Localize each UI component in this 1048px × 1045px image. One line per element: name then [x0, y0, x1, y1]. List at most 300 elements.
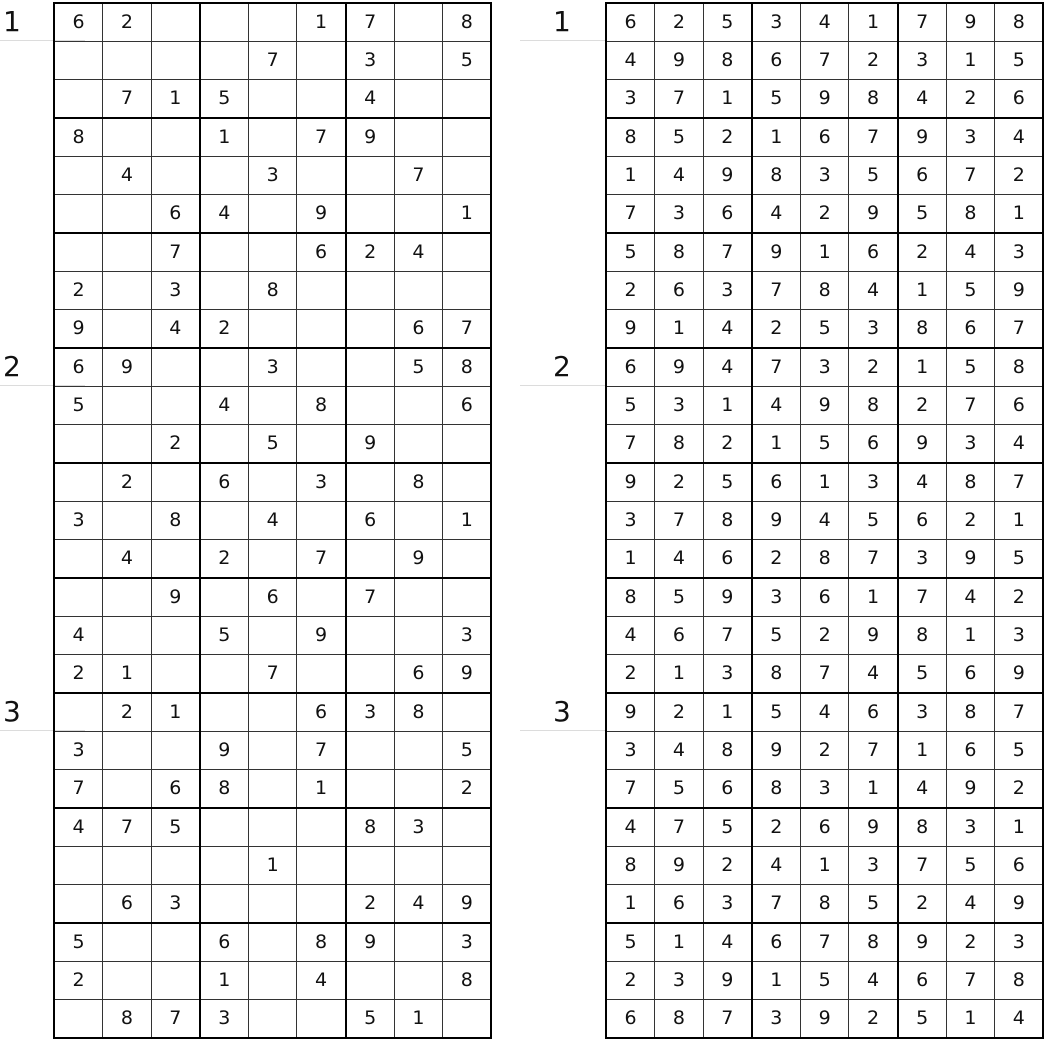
puzzle-cell[interactable] [346, 616, 395, 654]
solution-cell: 6 [703, 194, 752, 232]
puzzle-cell[interactable]: 7 [297, 731, 346, 769]
puzzle-cell[interactable] [103, 194, 152, 232]
puzzle-cell[interactable]: 7 [103, 80, 152, 118]
puzzle-cell[interactable]: 6 [297, 233, 346, 271]
puzzle-cell[interactable]: 4 [297, 961, 346, 999]
puzzle-cell[interactable] [443, 463, 492, 501]
puzzle-cell[interactable] [248, 923, 297, 961]
puzzle-cell[interactable] [103, 309, 152, 347]
puzzle-cell[interactable]: 6 [200, 923, 249, 961]
solution-cell: 7 [995, 309, 1044, 347]
puzzle-cell[interactable] [54, 578, 103, 616]
puzzle-cell[interactable]: 3 [443, 923, 492, 961]
puzzle-cell[interactable]: 7 [151, 999, 200, 1037]
puzzle-cell[interactable]: 4 [151, 309, 200, 347]
solution-cell: 6 [800, 118, 849, 156]
puzzle-cell[interactable] [394, 846, 443, 884]
puzzle-cell[interactable]: 3 [54, 731, 103, 769]
puzzle-cell[interactable] [151, 539, 200, 577]
puzzle-cell[interactable] [346, 386, 395, 424]
puzzle-cell[interactable]: 3 [151, 271, 200, 309]
puzzle-cell[interactable]: 8 [200, 770, 249, 808]
puzzle-cell[interactable] [346, 156, 395, 194]
puzzle-cell[interactable] [248, 770, 297, 808]
puzzle-cell[interactable]: 9 [200, 731, 249, 769]
puzzle-cell[interactable] [297, 501, 346, 539]
puzzle-cell[interactable]: 1 [443, 194, 492, 232]
puzzle-cell[interactable]: 7 [248, 654, 297, 692]
puzzle-cell[interactable] [151, 961, 200, 999]
puzzle-cell[interactable]: 7 [151, 233, 200, 271]
puzzle-cell[interactable] [394, 118, 443, 156]
puzzle-cell[interactable]: 3 [54, 501, 103, 539]
solution-cell: 4 [655, 156, 704, 194]
puzzle-cell[interactable] [103, 41, 152, 79]
solution-cell: 9 [655, 41, 704, 79]
solution-cell: 7 [703, 999, 752, 1037]
puzzle-cell[interactable] [54, 80, 103, 118]
puzzle-cell[interactable] [394, 194, 443, 232]
puzzle-cell[interactable] [297, 271, 346, 309]
puzzle-cell[interactable]: 3 [346, 41, 395, 79]
puzzle-cell[interactable] [297, 348, 346, 386]
puzzle-cell[interactable] [54, 425, 103, 463]
solution-cell: 8 [800, 884, 849, 922]
puzzle-cell[interactable] [443, 539, 492, 577]
puzzle-cell[interactable] [200, 693, 249, 731]
puzzle-cell[interactable]: 5 [54, 923, 103, 961]
puzzle-cell[interactable]: 6 [54, 348, 103, 386]
solution-cell: 5 [946, 846, 995, 884]
puzzle-cell[interactable] [103, 118, 152, 156]
puzzle-cell[interactable] [103, 501, 152, 539]
solution-cell: 2 [800, 194, 849, 232]
puzzle-cell[interactable]: 2 [346, 233, 395, 271]
puzzle-cell[interactable]: 6 [443, 386, 492, 424]
puzzle-cell[interactable] [248, 616, 297, 654]
puzzle-cell[interactable] [394, 770, 443, 808]
puzzle-cell[interactable] [248, 808, 297, 846]
puzzle-cell[interactable]: 2 [103, 693, 152, 731]
puzzle-cell[interactable]: 9 [297, 616, 346, 654]
puzzle-cell[interactable]: 4 [54, 808, 103, 846]
puzzle-cell[interactable]: 8 [443, 3, 492, 41]
puzzle-cell[interactable] [200, 654, 249, 692]
puzzle-cell[interactable] [297, 999, 346, 1037]
puzzle-cell[interactable] [346, 309, 395, 347]
puzzle-cell[interactable] [200, 271, 249, 309]
puzzle-cell[interactable] [346, 770, 395, 808]
solution-cell: 2 [703, 118, 752, 156]
puzzle-cell[interactable] [248, 884, 297, 922]
puzzle-cell[interactable]: 9 [103, 348, 152, 386]
puzzle-cell[interactable] [443, 425, 492, 463]
puzzle-cell[interactable]: 4 [103, 156, 152, 194]
puzzle-cell[interactable]: 1 [297, 770, 346, 808]
puzzle-cell[interactable] [103, 770, 152, 808]
puzzle-cell[interactable]: 6 [248, 578, 297, 616]
puzzle-cell[interactable]: 5 [248, 425, 297, 463]
solution-cell: 8 [849, 80, 898, 118]
puzzle-cell[interactable] [151, 41, 200, 79]
solution-cell: 6 [703, 770, 752, 808]
puzzle-cell[interactable] [103, 846, 152, 884]
puzzle-cell[interactable]: 8 [297, 923, 346, 961]
grid-row [606, 616, 1043, 654]
puzzle-cell[interactable]: 7 [248, 41, 297, 79]
puzzle-cell[interactable] [346, 961, 395, 999]
puzzle-cell[interactable] [54, 463, 103, 501]
puzzle-cell[interactable] [151, 654, 200, 692]
puzzle-cell[interactable] [443, 693, 492, 731]
puzzle-cell[interactable]: 4 [54, 616, 103, 654]
puzzle-cell[interactable]: 2 [200, 539, 249, 577]
puzzle-cell[interactable]: 5 [200, 616, 249, 654]
solution-cell: 5 [703, 808, 752, 846]
puzzle-cell[interactable] [346, 731, 395, 769]
puzzle-cell[interactable]: 6 [54, 3, 103, 41]
puzzle-cell[interactable]: 1 [248, 846, 297, 884]
puzzle-cell[interactable] [297, 846, 346, 884]
puzzle-cell[interactable]: 8 [248, 271, 297, 309]
puzzle-cell[interactable] [200, 425, 249, 463]
puzzle-cell[interactable] [248, 386, 297, 424]
puzzle-cell[interactable]: 7 [103, 808, 152, 846]
puzzle-cell[interactable]: 5 [151, 808, 200, 846]
puzzle-cell[interactable]: 9 [394, 539, 443, 577]
puzzle-cell[interactable] [297, 578, 346, 616]
puzzle-cell[interactable]: 1 [297, 3, 346, 41]
puzzle-cell[interactable]: 8 [443, 961, 492, 999]
solution-cell: 8 [752, 654, 801, 692]
puzzle-cell[interactable] [54, 233, 103, 271]
solution-cell: 2 [606, 961, 655, 999]
puzzle-cell[interactable]: 6 [346, 501, 395, 539]
puzzle-cell[interactable]: 5 [443, 41, 492, 79]
solution-cell: 6 [946, 309, 995, 347]
puzzle-cell[interactable] [443, 233, 492, 271]
puzzle-cell[interactable] [297, 884, 346, 922]
solution-cell: 4 [849, 654, 898, 692]
puzzle-cell[interactable] [443, 578, 492, 616]
puzzle-cell[interactable] [200, 578, 249, 616]
puzzle-cell[interactable] [248, 693, 297, 731]
puzzle-cell[interactable] [151, 463, 200, 501]
puzzle-cell[interactable]: 1 [103, 654, 152, 692]
puzzle-cell[interactable]: 2 [54, 961, 103, 999]
puzzle-cell[interactable] [297, 156, 346, 194]
solution-cell: 9 [752, 731, 801, 769]
puzzle-cell[interactable] [248, 463, 297, 501]
solution-cell: 3 [752, 999, 801, 1037]
solution-cell: 8 [655, 425, 704, 463]
puzzle-cell[interactable] [297, 654, 346, 692]
puzzle-cell[interactable] [248, 309, 297, 347]
puzzle-cell[interactable]: 2 [443, 770, 492, 808]
puzzle-cell[interactable]: 9 [443, 884, 492, 922]
solution-grid-1 [605, 2, 1043, 347]
puzzle-cell[interactable]: 2 [54, 654, 103, 692]
puzzle-cell[interactable]: 9 [151, 578, 200, 616]
puzzle-cell[interactable]: 8 [394, 693, 443, 731]
puzzle-cell[interactable] [394, 616, 443, 654]
puzzle-cell[interactable] [54, 194, 103, 232]
puzzle-cell[interactable] [200, 41, 249, 79]
puzzle-cell[interactable]: 8 [394, 463, 443, 501]
solution-cell: 3 [606, 80, 655, 118]
puzzle-cell[interactable] [394, 923, 443, 961]
puzzle-cell[interactable] [103, 271, 152, 309]
puzzle-cell[interactable] [54, 884, 103, 922]
puzzle-cell[interactable] [54, 999, 103, 1037]
puzzle-cell[interactable] [394, 501, 443, 539]
puzzle-cell[interactable]: 4 [200, 194, 249, 232]
puzzle-cell[interactable] [248, 233, 297, 271]
grid-row [606, 194, 1043, 232]
puzzle-cell[interactable]: 7 [54, 770, 103, 808]
puzzle-cell[interactable] [200, 156, 249, 194]
puzzle-cell[interactable]: 4 [248, 501, 297, 539]
grid-row [606, 348, 1043, 386]
puzzle-cell[interactable] [394, 386, 443, 424]
puzzle-cell[interactable]: 1 [443, 501, 492, 539]
puzzle-cell[interactable]: 1 [200, 961, 249, 999]
puzzle-cell[interactable]: 3 [297, 463, 346, 501]
solution-cell: 5 [606, 233, 655, 271]
solution-cell: 1 [800, 463, 849, 501]
puzzle-cell[interactable] [248, 731, 297, 769]
puzzle-cell[interactable] [103, 616, 152, 654]
puzzle-cell[interactable] [54, 693, 103, 731]
solution-cell: 1 [898, 348, 947, 386]
puzzle-cell[interactable] [200, 846, 249, 884]
solution-cell: 2 [898, 386, 947, 424]
puzzle-cell[interactable]: 8 [103, 999, 152, 1037]
puzzle-cell[interactable]: 6 [151, 194, 200, 232]
puzzle-cell[interactable] [346, 463, 395, 501]
solution-cell: 6 [752, 41, 801, 79]
puzzle-cell[interactable]: 4 [103, 539, 152, 577]
puzzle-cell[interactable]: 3 [151, 884, 200, 922]
puzzle-cell[interactable]: 5 [54, 386, 103, 424]
puzzle-cell[interactable]: 7 [394, 156, 443, 194]
solution-cell: 7 [752, 884, 801, 922]
puzzle-cell[interactable] [248, 80, 297, 118]
puzzle-cell[interactable] [151, 118, 200, 156]
puzzle-cell[interactable] [394, 80, 443, 118]
solution-cell: 7 [800, 654, 849, 692]
puzzle-cell[interactable] [151, 923, 200, 961]
puzzle-cell[interactable] [103, 961, 152, 999]
puzzle-cell[interactable] [54, 156, 103, 194]
puzzle-cell[interactable]: 1 [394, 999, 443, 1037]
puzzle-cell[interactable] [346, 654, 395, 692]
solution-cell: 4 [995, 999, 1044, 1037]
solution-cell: 2 [606, 654, 655, 692]
puzzle-cell[interactable] [394, 41, 443, 79]
puzzle-cell[interactable] [151, 846, 200, 884]
puzzle-cell[interactable]: 1 [151, 693, 200, 731]
solution-cell: 6 [995, 846, 1044, 884]
puzzle-cell[interactable]: 8 [443, 348, 492, 386]
puzzle-cell[interactable] [394, 3, 443, 41]
puzzle-cell[interactable]: 7 [443, 309, 492, 347]
puzzle-cell[interactable]: 1 [200, 118, 249, 156]
puzzle-cell[interactable]: 7 [346, 3, 395, 41]
puzzle-cell[interactable]: 5 [443, 731, 492, 769]
puzzle-cell[interactable] [248, 999, 297, 1037]
puzzle-cell[interactable] [394, 271, 443, 309]
puzzle-cell[interactable] [54, 539, 103, 577]
puzzle-cell[interactable] [103, 731, 152, 769]
solution-cell: 1 [655, 654, 704, 692]
solution-cell: 7 [606, 770, 655, 808]
solution-cell: 5 [606, 386, 655, 424]
puzzle-cell[interactable] [200, 3, 249, 41]
puzzle-cell[interactable]: 3 [248, 156, 297, 194]
puzzle-cell[interactable] [151, 3, 200, 41]
puzzle-cell[interactable]: 8 [151, 501, 200, 539]
puzzle-grid-2 [53, 347, 491, 692]
puzzle-cell[interactable]: 2 [346, 884, 395, 922]
solution-cell: 9 [995, 654, 1044, 692]
puzzle-cell[interactable]: 6 [297, 693, 346, 731]
puzzle-cell[interactable] [200, 808, 249, 846]
puzzle-cell[interactable]: 4 [394, 233, 443, 271]
puzzle-cell[interactable]: 3 [443, 616, 492, 654]
solution-cell: 1 [606, 539, 655, 577]
puzzle-cell[interactable]: 7 [297, 118, 346, 156]
solution-cell: 6 [849, 233, 898, 271]
puzzle-cell[interactable]: 6 [103, 884, 152, 922]
puzzle-cell[interactable]: 9 [54, 309, 103, 347]
puzzle-cell[interactable] [443, 80, 492, 118]
puzzle-cell[interactable] [103, 578, 152, 616]
puzzle-cell[interactable]: 8 [54, 118, 103, 156]
puzzle-cell[interactable] [103, 233, 152, 271]
puzzle-cell[interactable]: 6 [151, 770, 200, 808]
puzzle-cell[interactable]: 7 [297, 539, 346, 577]
puzzle-cell[interactable] [151, 348, 200, 386]
puzzle-cell[interactable]: 5 [200, 80, 249, 118]
puzzle-cell[interactable]: 3 [346, 693, 395, 731]
puzzle-cell[interactable] [200, 348, 249, 386]
puzzle-cell[interactable] [346, 846, 395, 884]
solution-cell: 3 [655, 386, 704, 424]
puzzle-cell[interactable]: 1 [151, 80, 200, 118]
puzzle-cell[interactable]: 9 [443, 654, 492, 692]
solution-cell: 2 [898, 233, 947, 271]
puzzle-cell[interactable]: 2 [151, 425, 200, 463]
puzzle-cell[interactable] [297, 80, 346, 118]
puzzle-cell[interactable]: 2 [54, 271, 103, 309]
puzzle-cell[interactable] [443, 999, 492, 1037]
puzzle-cell[interactable]: 5 [346, 999, 395, 1037]
puzzle-cell[interactable]: 5 [394, 348, 443, 386]
solution-cell: 5 [606, 923, 655, 961]
puzzle-cell[interactable]: 2 [103, 3, 152, 41]
puzzle-cell[interactable]: 4 [200, 386, 249, 424]
grid-row [54, 3, 491, 41]
puzzle-cell[interactable] [394, 731, 443, 769]
puzzle-cell[interactable] [394, 425, 443, 463]
puzzle-cell[interactable]: 8 [297, 386, 346, 424]
puzzle-cell[interactable]: 6 [394, 309, 443, 347]
puzzle-cell[interactable] [297, 808, 346, 846]
puzzle-cell[interactable]: 3 [394, 808, 443, 846]
puzzle-cell[interactable]: 4 [394, 884, 443, 922]
puzzle-cell[interactable] [394, 961, 443, 999]
puzzle-cell[interactable] [54, 846, 103, 884]
solution-cell: 3 [946, 118, 995, 156]
puzzle-cell[interactable]: 9 [346, 923, 395, 961]
puzzle-cell[interactable] [248, 961, 297, 999]
puzzle-cell[interactable]: 9 [346, 118, 395, 156]
puzzle-cell[interactable] [248, 539, 297, 577]
puzzle-cell[interactable] [151, 616, 200, 654]
solution-cell: 7 [946, 156, 995, 194]
puzzle-cell[interactable] [248, 118, 297, 156]
grid-row [54, 731, 491, 769]
puzzle-cell[interactable]: 8 [346, 808, 395, 846]
puzzle-cell[interactable] [103, 386, 152, 424]
puzzle-cell[interactable] [443, 846, 492, 884]
puzzle-cell[interactable] [297, 309, 346, 347]
puzzle-cell[interactable] [151, 386, 200, 424]
puzzle-cell[interactable] [103, 425, 152, 463]
solution-cell: 9 [849, 808, 898, 846]
puzzle-cell[interactable] [248, 3, 297, 41]
puzzle-cell[interactable]: 4 [346, 80, 395, 118]
puzzle-cell[interactable]: 3 [200, 999, 249, 1037]
puzzle-cell[interactable] [297, 425, 346, 463]
puzzle-cell[interactable]: 2 [200, 309, 249, 347]
puzzle-cell[interactable]: 3 [248, 348, 297, 386]
puzzle-cell[interactable] [248, 194, 297, 232]
puzzle-cell[interactable] [443, 118, 492, 156]
puzzle-cell[interactable] [346, 271, 395, 309]
puzzle-cell[interactable] [346, 348, 395, 386]
puzzle-cell[interactable] [297, 41, 346, 79]
puzzle-cell[interactable] [443, 808, 492, 846]
puzzle-cell[interactable] [151, 731, 200, 769]
puzzle-cell[interactable]: 2 [103, 463, 152, 501]
puzzle-cell[interactable] [443, 271, 492, 309]
puzzle-cell[interactable]: 6 [394, 654, 443, 692]
puzzle-cell[interactable] [54, 41, 103, 79]
puzzle-cell[interactable] [151, 156, 200, 194]
solution-cell: 2 [946, 923, 995, 961]
puzzle-cell[interactable] [200, 884, 249, 922]
puzzle-cell[interactable] [394, 578, 443, 616]
puzzle-cell[interactable]: 9 [346, 425, 395, 463]
puzzle-cell[interactable] [103, 923, 152, 961]
puzzle-cell[interactable] [443, 156, 492, 194]
puzzle-cell[interactable]: 9 [297, 194, 346, 232]
puzzle-cell[interactable] [346, 194, 395, 232]
puzzle-cell[interactable]: 7 [346, 578, 395, 616]
puzzle-cell[interactable] [200, 233, 249, 271]
solution-cell: 4 [606, 616, 655, 654]
solution-cell: 9 [849, 616, 898, 654]
grid-row [54, 233, 491, 271]
solution-cell: 7 [752, 348, 801, 386]
solution-cell: 3 [655, 961, 704, 999]
puzzle-cell[interactable] [200, 501, 249, 539]
puzzle-cell[interactable] [346, 539, 395, 577]
solution-cell: 5 [849, 156, 898, 194]
puzzle-cell[interactable]: 6 [200, 463, 249, 501]
